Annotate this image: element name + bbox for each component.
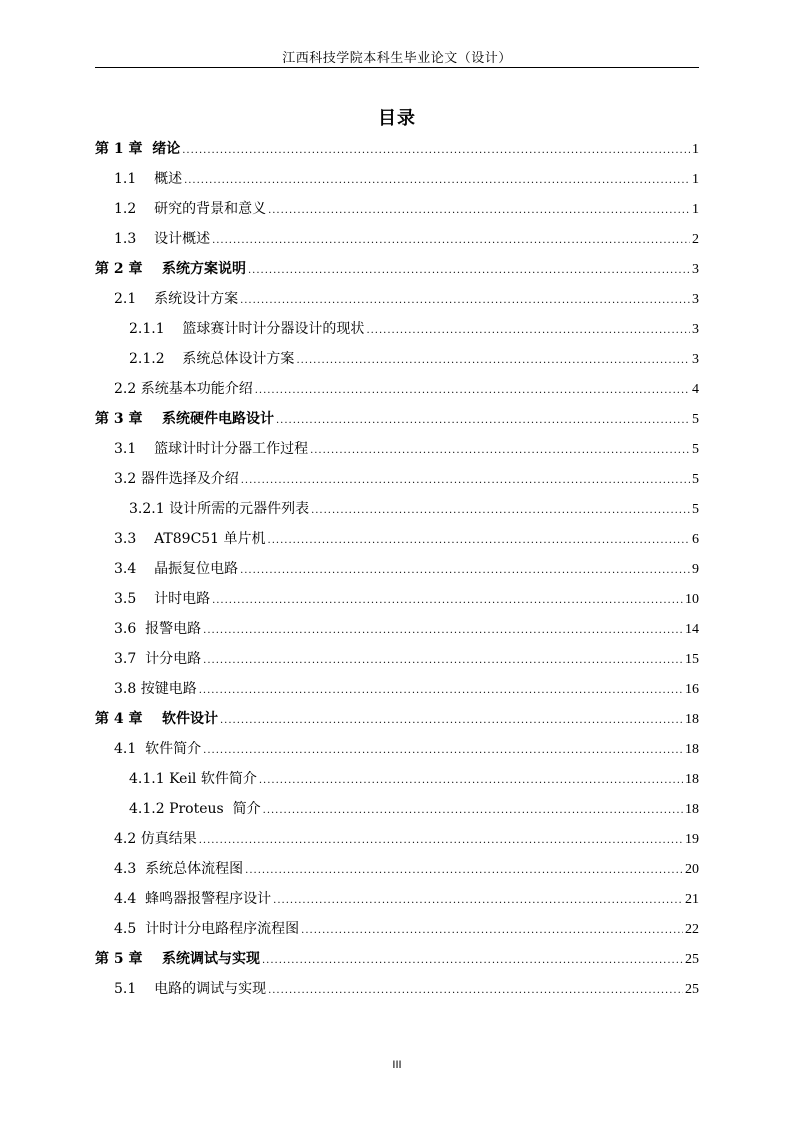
toc-page-number: 5 — [692, 442, 699, 457]
toc-page-number: 19 — [685, 832, 699, 847]
toc-entry-title: 1.2 研究的背景和意义 — [114, 201, 267, 217]
toc-page-number: 18 — [685, 742, 699, 757]
toc-page-number: 16 — [685, 682, 699, 697]
toc-dot-leader — [220, 706, 683, 736]
page-number: III — [392, 1059, 402, 1071]
toc-dot-leader — [212, 226, 690, 256]
header-rule — [95, 67, 699, 68]
toc-dot-leader — [310, 436, 690, 466]
toc-section-entry[interactable] — [95, 854, 699, 884]
toc-dot-leader — [240, 556, 690, 586]
toc-page-number: 18 — [685, 772, 699, 787]
toc-dot-leader — [203, 616, 683, 646]
toc-entry-title: 2.1.2 系统总体设计方案 — [129, 351, 295, 367]
toc-dot-leader — [255, 376, 690, 406]
toc-chapter-entry[interactable] — [95, 134, 699, 164]
toc-page-number: 18 — [685, 802, 699, 817]
toc-entry-title: 2.1 系统设计方案 — [114, 291, 239, 307]
toc-section-entry[interactable] — [95, 314, 699, 344]
toc-page-number: 25 — [685, 982, 699, 997]
toc-dot-leader — [262, 946, 683, 976]
toc-page-number: 3 — [692, 352, 699, 367]
toc-entry-title: 5.1 电路的调试与实现 — [114, 981, 267, 997]
toc-entry-title: 4.5 计时计分电路程序流程图 — [114, 921, 300, 937]
toc-page-number: 5 — [692, 472, 699, 487]
toc-entry-title: 4.1.2 Proteus 简介 — [129, 801, 261, 817]
toc-entry-title: 3.6 报警电路 — [114, 621, 202, 637]
toc-page-number: 4 — [692, 382, 699, 397]
toc-page-number: 3 — [692, 292, 699, 307]
toc-page-number: 1 — [692, 142, 699, 157]
toc-entry-title: 4.3 系统总体流程图 — [114, 861, 244, 877]
toc-dot-leader — [273, 886, 683, 916]
toc-section-entry[interactable] — [95, 794, 699, 824]
toc-dot-leader — [268, 526, 690, 556]
toc-page-number: 2 — [692, 232, 699, 247]
toc-entry-title: 1.1 概述 — [114, 171, 183, 187]
toc-entry-title: 第 1 章 绪论 — [95, 141, 181, 157]
toc-page-number: 22 — [685, 922, 699, 937]
toc-section-entry[interactable] — [95, 644, 699, 674]
toc-section-entry[interactable] — [95, 554, 699, 584]
toc-page-number: 14 — [685, 622, 699, 637]
toc-section-entry[interactable] — [95, 494, 699, 524]
toc-dot-leader — [184, 166, 690, 196]
toc-chapter-entry[interactable] — [95, 944, 699, 974]
toc-page-number: 3 — [692, 262, 699, 277]
toc-chapter-entry[interactable] — [95, 254, 699, 284]
page-title: 目录 — [378, 108, 416, 129]
toc-dot-leader — [203, 646, 683, 676]
toc-page-number: 20 — [685, 862, 699, 877]
toc-dot-leader — [366, 316, 690, 346]
toc-chapter-entry[interactable] — [95, 404, 699, 434]
toc-page-number: 5 — [692, 502, 699, 517]
toc-entry-title: 3.3 AT89C51 单片机 — [114, 531, 266, 547]
toc-section-entry[interactable] — [95, 734, 699, 764]
toc-dot-leader — [240, 286, 690, 316]
toc-entry-title: 3.8 按键电路 — [114, 681, 197, 697]
toc-page-number: 21 — [685, 892, 699, 907]
toc-page-number: 15 — [685, 652, 699, 667]
toc-dot-leader — [268, 196, 690, 226]
toc-entry-title: 第 2 章 系统方案说明 — [95, 261, 246, 277]
toc-entry-title: 4.1.1 Keil 软件简介 — [129, 771, 257, 787]
toc-section-entry[interactable] — [95, 674, 699, 704]
toc-dot-leader — [276, 406, 690, 436]
toc-section-entry[interactable] — [95, 524, 699, 554]
toc-entry-title: 4.2 仿真结果 — [114, 831, 197, 847]
toc-chapter-entry[interactable] — [95, 704, 699, 734]
toc-entry-title: 2.1.1 篮球赛计时计分器设计的现状 — [129, 321, 365, 337]
toc-entry-title: 3.2.1 设计所需的元器件列表 — [129, 501, 310, 517]
toc-section-entry[interactable] — [95, 224, 699, 254]
toc-page-number: 25 — [685, 952, 699, 967]
toc-dot-leader — [268, 976, 683, 1006]
toc-entry-title: 2.2 系统基本功能介绍 — [114, 381, 253, 397]
toc-entry-title: 3.4 晶振复位电路 — [114, 561, 239, 577]
toc-dot-leader — [296, 346, 690, 376]
toc-dot-leader — [259, 766, 683, 796]
toc-section-entry[interactable] — [95, 464, 699, 494]
toc-page-number: 10 — [685, 592, 699, 607]
toc-dot-leader — [241, 466, 690, 496]
toc-dot-leader — [248, 256, 690, 286]
toc-page-number: 5 — [692, 412, 699, 427]
toc-dot-leader — [263, 796, 683, 826]
toc-page-number: 3 — [692, 322, 699, 337]
toc-section-entry[interactable] — [95, 194, 699, 224]
running-header: 江西科技学院本科生毕业论文（设计） — [282, 51, 512, 66]
toc-dot-leader — [311, 496, 690, 526]
toc-entry-title: 3.7 计分电路 — [114, 651, 202, 667]
toc-section-entry[interactable] — [95, 374, 699, 404]
toc-entry-title: 3.2 器件选择及介绍 — [114, 471, 239, 487]
toc-dot-leader — [203, 736, 683, 766]
toc-section-entry[interactable] — [95, 974, 699, 1004]
toc-entry-title: 第 4 章 软件设计 — [95, 711, 218, 727]
toc-page-number: 1 — [692, 172, 699, 187]
toc-section-entry[interactable] — [95, 824, 699, 854]
toc-entry-title: 4.1 软件简介 — [114, 741, 202, 757]
toc-dot-leader — [199, 676, 683, 706]
toc-entry-title: 3.5 计时电路 — [114, 591, 211, 607]
toc-section-entry[interactable] — [95, 164, 699, 194]
toc-section-entry[interactable] — [95, 584, 699, 614]
toc-dot-leader — [199, 826, 683, 856]
toc-section-entry[interactable] — [95, 614, 699, 644]
toc-page-number: 9 — [692, 562, 699, 577]
toc-section-entry[interactable] — [95, 344, 699, 374]
toc-dot-leader — [301, 916, 683, 946]
toc-entry-title: 第 5 章 系统调试与实现 — [95, 951, 260, 967]
table-of-contents — [95, 134, 699, 1004]
toc-section-entry[interactable] — [95, 764, 699, 794]
toc-page-number: 6 — [692, 532, 699, 547]
toc-page-number: 18 — [685, 712, 699, 727]
toc-entry-title: 第 3 章 系统硬件电路设计 — [95, 411, 274, 427]
toc-section-entry[interactable] — [95, 884, 699, 914]
toc-entry-title: 4.4 蜂鸣器报警程序设计 — [114, 891, 272, 907]
toc-dot-leader — [182, 136, 690, 166]
toc-dot-leader — [212, 586, 683, 616]
toc-page-number: 1 — [692, 202, 699, 217]
toc-entry-title: 1.3 设计概述 — [114, 231, 211, 247]
toc-entry-title: 3.1 篮球计时计分器工作过程 — [114, 441, 309, 457]
toc-dot-leader — [245, 856, 683, 886]
toc-section-entry[interactable] — [95, 914, 699, 944]
toc-section-entry[interactable] — [95, 434, 699, 464]
toc-section-entry[interactable] — [95, 284, 699, 314]
